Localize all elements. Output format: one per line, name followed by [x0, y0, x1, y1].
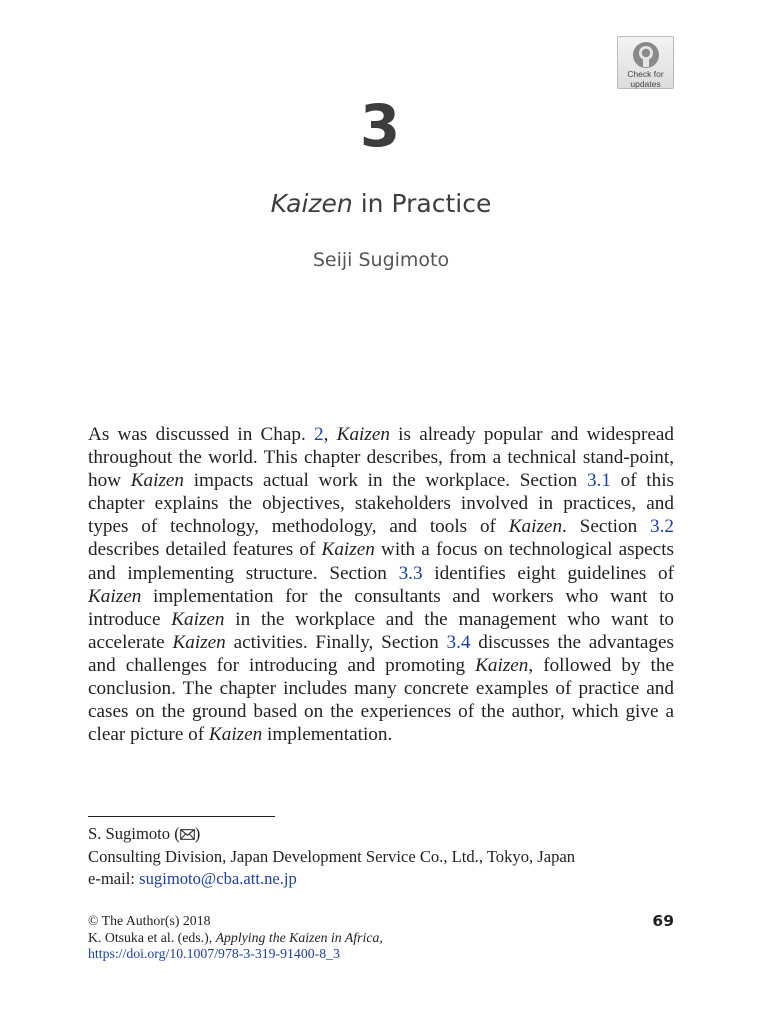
footnote-email-line: [88, 868, 688, 891]
badge-label-line2: updates: [630, 78, 661, 89]
abstract-text: ,: [323, 424, 337, 445]
page-number: 69: [652, 912, 674, 930]
abstract-text: implementation for the consultants and workers who want to introduce: [88, 585, 674, 630]
abstract-text: As was discussed in Chap.: [88, 424, 315, 445]
kaizen-term: Kaizen: [171, 608, 225, 630]
copyright-line: © The Author(s) 2018: [88, 913, 211, 928]
chapter-author: Seiji Sugimoto: [312, 249, 450, 271]
check-for-updates-badge[interactable]: [617, 36, 674, 89]
author-footnote: [88, 823, 688, 891]
abstract-text: describes detailed features of: [88, 539, 322, 561]
email-label: e-mail:: [88, 869, 140, 888]
abstract-text: of this chapter explains the objectives, stakeholders involved in practices, and types of technology, methodology, and tools of: [88, 470, 674, 538]
abstract-text: identifies eight guidelines of: [422, 562, 674, 584]
footnote-author: S. Sugimoto (: [88, 824, 180, 843]
section-3-1-link[interactable]: 3.1: [586, 470, 611, 492]
kaizen-term: Kaizen: [172, 631, 226, 653]
kaizen-term: Kaizen: [321, 539, 375, 561]
citation-comma: ,: [379, 929, 383, 945]
crossmark-icon: [632, 41, 660, 69]
abstract-text: . Section: [562, 516, 651, 538]
footnote-affiliation: Consulting Division, Japan Development Service Co., Ltd., Tokyo, Japan: [88, 846, 576, 866]
footnote-author-line: [88, 823, 688, 846]
email-link[interactable]: sugimoto@cba.att.ne.jp: [139, 869, 297, 888]
chapter-title: [0, 186, 762, 222]
section-3-3-link[interactable]: 3.3: [398, 562, 423, 584]
abstract-text: with a focus on technological aspects and implementing structure. Section: [88, 539, 674, 584]
kaizen-term: Kaizen: [508, 516, 563, 538]
abstract-text: impacts actual work in the workplace. Section: [184, 470, 587, 492]
abstract-text: , followed by the conclusion. The chapter includes many concrete examples of practice and cases on the ground based on the experiences of the author, which give a clear picture of: [88, 654, 674, 746]
abstract-text: activities. Finally, Section: [225, 631, 447, 653]
kaizen-term: Kaizen: [475, 654, 529, 676]
abstract-text: is already popular and widespread throughout the world. This chapter describes, from a technical stand-point, how: [88, 424, 674, 492]
book-title: Applying the Kaizen in Africa: [215, 929, 380, 945]
chapter-number: 3: [359, 92, 401, 160]
doi-line: [88, 946, 648, 963]
chapter-title-italic: Kaizen: [270, 189, 353, 218]
kaizen-term: Kaizen: [208, 724, 263, 746]
abstract-text: implementation.: [262, 724, 393, 746]
footnote-author-close: ): [194, 824, 201, 843]
kaizen-term: Kaizen: [130, 470, 185, 492]
chapter-title-rest: in Practice: [352, 189, 492, 218]
section-3-4-link[interactable]: 3.4: [446, 631, 471, 653]
book-citation: [88, 930, 648, 947]
kaizen-term: Kaizen: [336, 424, 390, 445]
section-3-2-link[interactable]: 3.2: [650, 516, 674, 538]
doi-link[interactable]: https://doi.org/10.1007/978-3-319-91400-8_3: [88, 946, 340, 961]
citation-editors: K. Otsuka et al. (eds.),: [88, 929, 216, 945]
abstract-text: in the workplace and the management who want to accelerate: [88, 608, 674, 653]
footnote-divider: [88, 816, 275, 817]
badge-label-line1: Check for: [627, 69, 664, 79]
envelope-icon: [180, 829, 195, 840]
abstract-paragraph: [88, 423, 674, 746]
chapter-2-link[interactable]: 2: [314, 424, 324, 445]
copyright-block: [88, 913, 648, 963]
abstract-text: discusses the advantages and challenges for introducing and promoting: [88, 631, 674, 676]
kaizen-term: Kaizen: [88, 585, 142, 607]
